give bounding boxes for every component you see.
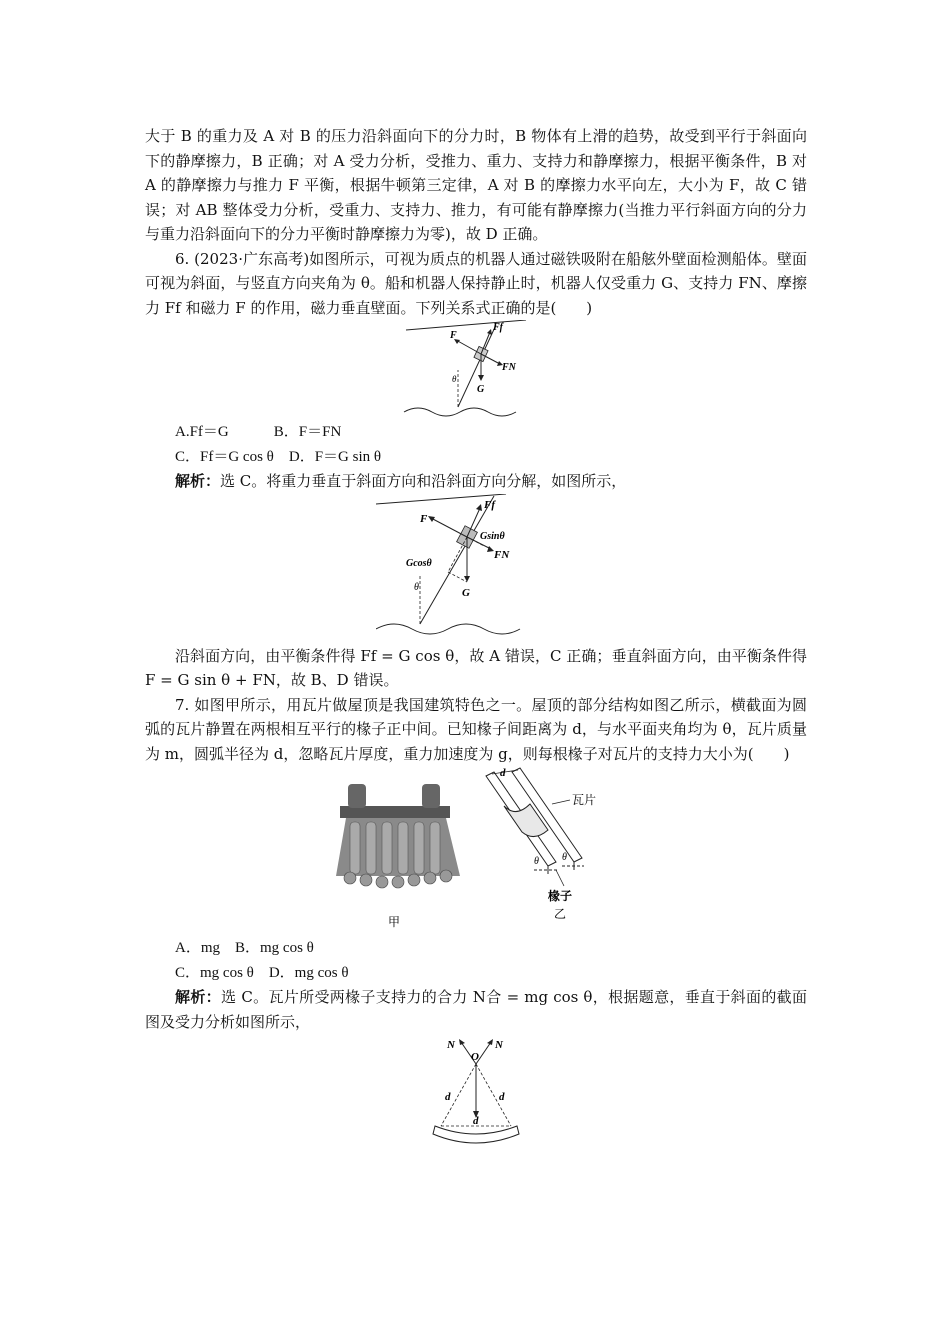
fig2-label-Ff: Ff: [484, 498, 495, 511]
fig4-label-d-bottom: d: [473, 1115, 479, 1127]
fig-label-jia: 甲: [388, 915, 401, 929]
fig-label-theta-right: θ: [562, 852, 567, 863]
question-6-analysis-continued: 沿斜面方向，由平衡条件得 Ff = G cos θ，故 A 错误，C 正确；垂直斜面方向，由平衡条件得 F = G sin θ + FN，故 B、D 错误。: [145, 646, 807, 689]
question-6-options-ab: A.Ff＝G B．F＝FN: [175, 424, 342, 440]
fig1-label-Ff: Ff: [493, 322, 503, 333]
fig4-label-d-left: d: [445, 1091, 451, 1103]
fig1-label-F: F: [450, 330, 457, 341]
fig2-label-FN: FN: [494, 548, 510, 561]
document-page: [145, 124, 807, 1154]
fig1-label-theta: θ: [452, 374, 457, 384]
fig2-label-F: F: [420, 512, 428, 525]
fig-label-yi: 乙: [554, 907, 567, 921]
previous-solution-text: 大于 B 的重力及 A 对 B 的压力沿斜面向下的分力时，B 物体有上滑的趋势，故受到平行于斜面向下的静摩擦力，B 正确；对 A 受力分析，受推力、重力、支持力和静摩擦力，根据平衡条件，B 对 A 的静摩擦力与推力 F 平衡，根据牛顿第三定律，A 对 B 的摩擦力水平向左，大小为 F，故 C 错误；对 AB 整体受力分析，受重力、支持力、推力，有可能有静摩擦力(当推力平行斜面方向的分力与重力沿斜面向下的分力平衡时静摩擦力为零)，故 D 正确。: [145, 127, 807, 243]
question-6-analysis: 选 C。将重力垂直于斜面方向和沿斜面方向分解，如图所示，: [220, 472, 627, 490]
fig-label-d: d: [500, 767, 506, 779]
fig4-label-O: O: [471, 1051, 479, 1063]
question-7-analysis-figure: [411, 1034, 541, 1154]
fig-label-chuanzi: 椽子: [548, 889, 573, 903]
fig1-label-FN: FN: [502, 362, 516, 373]
fig2-label-theta: θ: [414, 581, 419, 593]
roof-photo-jia: [336, 784, 460, 888]
question-7-figure: [326, 766, 626, 936]
fig2-label-Gcos: Gcosθ: [406, 557, 432, 569]
question-7-analysis-label: 解析：: [175, 988, 221, 1006]
fig4-label-d-right: d: [499, 1091, 505, 1103]
question-7-stem: 7. 如图甲所示，用瓦片做屋顶是我国建筑特色之一。屋顶的部分结构如图乙所示，横截面为圆弧的瓦片静置在两根相互平行的椽子正中间。已知椽子间距离为 d，与水平面夹角均为 θ，瓦片质量为 m，圆弧半径为 d，忽略瓦片厚度，重力加速度为 g，则每根椽子对瓦片的支持力大小为( ): [145, 695, 807, 763]
question-6-figure: [396, 320, 556, 420]
question-7-options-ab: A．mg B．mg cos θ: [175, 940, 314, 956]
fig4-label-N-right: N: [495, 1039, 503, 1051]
fig2-label-Gsin: Gsinθ: [480, 530, 505, 542]
question-7-options-cd: C．mg cos θ D．mg cos θ: [175, 964, 349, 981]
fig-label-wapian: 瓦片: [572, 793, 597, 807]
question-6-options-cd: C．Ff＝G cos θ D．F＝G sin θ: [175, 448, 382, 465]
question-7-analysis: 选 C。瓦片所受两椽子支持力的合力 N合 = mg cos θ，根据题意，垂直于斜面的截面图及受力分析如图所示，: [145, 988, 807, 1031]
fig2-label-G: G: [462, 586, 470, 599]
fig-label-theta-left: θ: [534, 856, 539, 867]
question-6-analysis-label: 解析：: [175, 472, 221, 490]
fig4-label-N-left: N: [447, 1039, 455, 1051]
question-6-stem: 6. (2023·广东高考)如图所示，可视为质点的机器人通过磁铁吸附在船舷外壁面检测船体。壁面可视为斜面，与竖直方向夹角为 θ。船和机器人保持静止时，机器人仅受重力 G、支持力 FN、摩擦力 Ff 和磁力 F 的作用，磁力垂直壁面。下列关系式正确的是( ): [145, 249, 807, 317]
question-6-analysis-figure: [376, 494, 576, 644]
fig1-label-G: G: [477, 384, 485, 395]
